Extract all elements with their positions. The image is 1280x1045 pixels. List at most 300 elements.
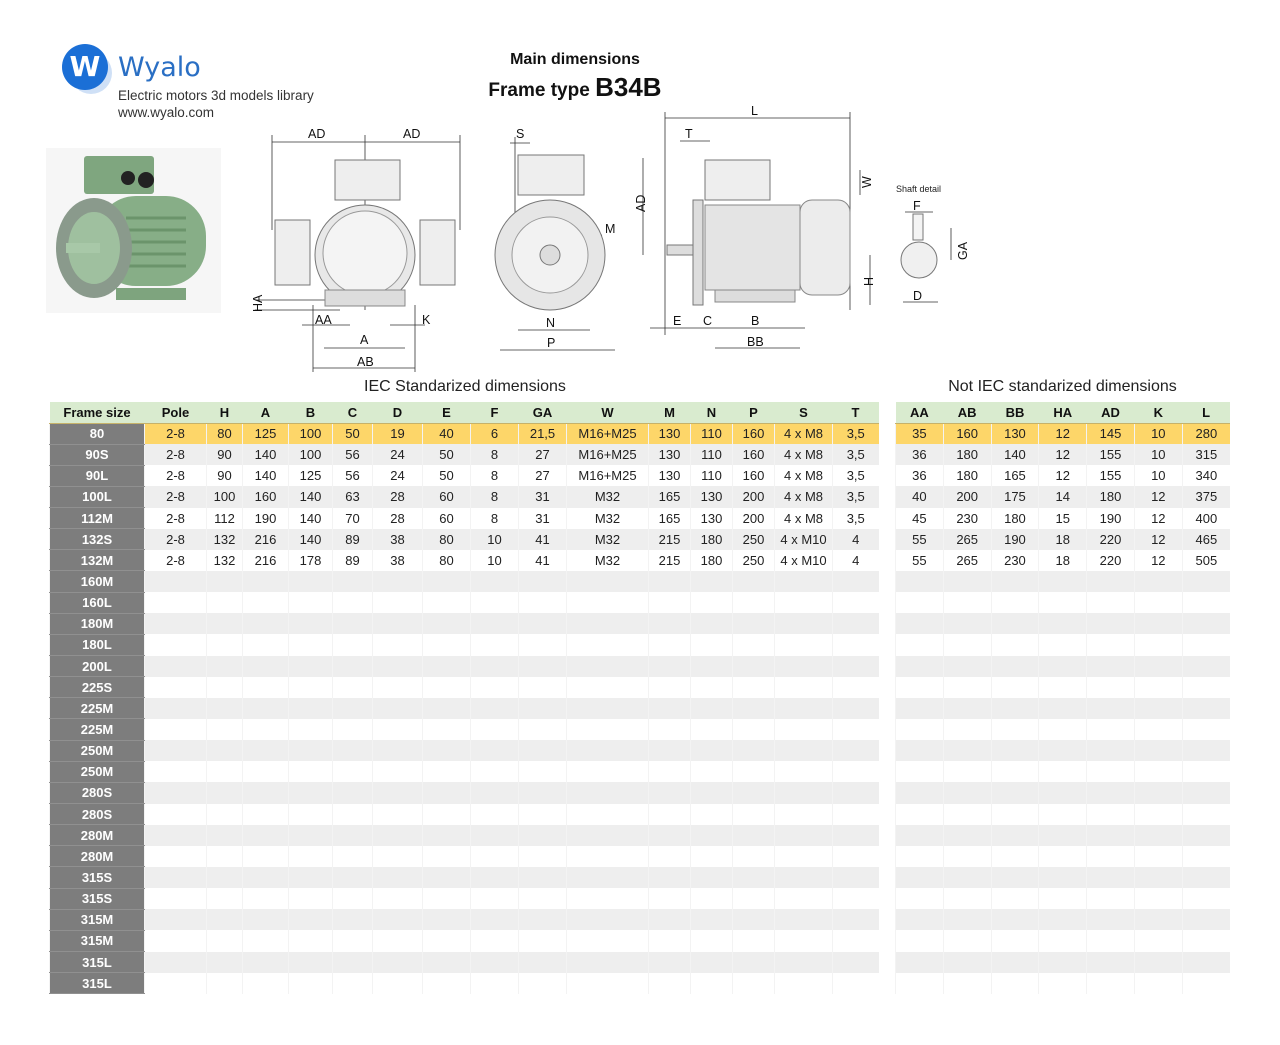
cell-h [207, 782, 243, 803]
cell-f [471, 719, 519, 740]
cell-t [833, 656, 879, 677]
cell-bb [991, 761, 1039, 782]
cell-d [373, 571, 423, 592]
cell-ab [943, 888, 991, 909]
cell-bb [991, 930, 1039, 951]
cell-pole [145, 952, 207, 973]
cell-h: 90 [207, 444, 243, 465]
cell-h [207, 656, 243, 677]
cell-f [471, 825, 519, 846]
cell-k [1134, 888, 1182, 909]
cell-l [1182, 634, 1230, 655]
cell-l: 280 [1182, 423, 1230, 444]
cell-m [649, 740, 691, 761]
cell-e [423, 740, 471, 761]
cell-c [333, 846, 373, 867]
cell-m [649, 592, 691, 613]
frame-size-cell: 80 [50, 423, 145, 444]
cell-b [289, 930, 333, 951]
table-row [50, 698, 879, 719]
cell-c: 89 [333, 529, 373, 550]
non-iec-section-title: Not IEC standarized dimensions [948, 378, 1177, 395]
cell-a [243, 804, 289, 825]
cell-f: 8 [471, 486, 519, 507]
shaft-detail-diagram [893, 180, 983, 315]
cell-t [833, 867, 879, 888]
cell-f: 8 [471, 508, 519, 529]
cell-h [207, 634, 243, 655]
cell-ha [1039, 613, 1087, 634]
non-iec-header-row [896, 402, 1231, 423]
cell-bb: 230 [991, 550, 1039, 571]
cell-ad [1087, 930, 1135, 951]
cell-ad [1087, 952, 1135, 973]
cell-d [373, 656, 423, 677]
frame-size-cell: 100L [50, 486, 145, 507]
cell-a [243, 740, 289, 761]
table-row [896, 677, 1231, 698]
table-row [896, 656, 1231, 677]
cell-n [691, 698, 733, 719]
table-row [50, 888, 879, 909]
cell-c [333, 888, 373, 909]
column-header-t: T [833, 402, 879, 423]
cell-f: 6 [471, 423, 519, 444]
frame-size-cell: 280S [50, 782, 145, 803]
cell-ga [519, 613, 567, 634]
cell-pole: 2-8 [145, 508, 207, 529]
cell-aa [896, 592, 944, 613]
cell-ad [1087, 867, 1135, 888]
table-row [50, 529, 879, 550]
cell-p [733, 592, 775, 613]
cell-ab [943, 909, 991, 930]
cell-e [423, 825, 471, 846]
cell-ab: 200 [943, 486, 991, 507]
cell-ga: 31 [519, 486, 567, 507]
cell-pole [145, 782, 207, 803]
cell-m: 130 [649, 465, 691, 486]
cell-ga [519, 930, 567, 951]
svg-text:B: B [751, 314, 760, 328]
cell-n [691, 825, 733, 846]
cell-c [333, 740, 373, 761]
cell-p [733, 677, 775, 698]
svg-text:L: L [751, 104, 758, 118]
cell-aa [896, 909, 944, 930]
cell-ad [1087, 698, 1135, 719]
frame-size-cell: 90S [50, 444, 145, 465]
cell-ga [519, 740, 567, 761]
column-header-pole: Pole [145, 402, 207, 423]
cell-p [733, 867, 775, 888]
cell-f [471, 698, 519, 719]
frame-size-cell: 225S [50, 677, 145, 698]
cell-e: 50 [423, 444, 471, 465]
cell-ad: 180 [1087, 486, 1135, 507]
cell-ha [1039, 909, 1087, 930]
column-header-b: B [289, 402, 333, 423]
cell-h [207, 761, 243, 782]
cell-h: 80 [207, 423, 243, 444]
cell-l [1182, 719, 1230, 740]
cell-b [289, 825, 333, 846]
cell-aa [896, 930, 944, 951]
cell-s [775, 613, 833, 634]
cell-b [289, 909, 333, 930]
cell-m [649, 719, 691, 740]
cell-t [833, 613, 879, 634]
cell-b [289, 973, 333, 994]
cell-d [373, 909, 423, 930]
cell-h [207, 867, 243, 888]
column-header-f: F [471, 402, 519, 423]
cell-c [333, 909, 373, 930]
cell-f: 8 [471, 465, 519, 486]
cell-h [207, 571, 243, 592]
cell-ha [1039, 761, 1087, 782]
cell-ga [519, 719, 567, 740]
table-row [50, 634, 879, 655]
cell-m: 165 [649, 508, 691, 529]
cell-t [833, 973, 879, 994]
brand-url[interactable]: www.wyalo.com [118, 105, 215, 120]
svg-text:BB: BB [747, 335, 764, 349]
cell-k [1134, 634, 1182, 655]
cell-e: 60 [423, 486, 471, 507]
table-row [50, 656, 879, 677]
column-header-aa: AA [896, 402, 944, 423]
cell-k: 12 [1134, 550, 1182, 571]
cell-h [207, 613, 243, 634]
table-row [896, 740, 1231, 761]
cell-ab [943, 973, 991, 994]
cell-ad: 145 [1087, 423, 1135, 444]
column-header-ab: AB [943, 402, 991, 423]
cell-f [471, 804, 519, 825]
cell-ab [943, 761, 991, 782]
table-row [50, 740, 879, 761]
cell-aa [896, 761, 944, 782]
column-header-m: M [649, 402, 691, 423]
cell-a [243, 656, 289, 677]
cell-t [833, 761, 879, 782]
cell-ha: 14 [1039, 486, 1087, 507]
cell-p: 250 [733, 529, 775, 550]
cell-t [833, 909, 879, 930]
table-row [50, 508, 879, 529]
cell-m: 165 [649, 486, 691, 507]
cell-ab [943, 930, 991, 951]
cell-p [733, 698, 775, 719]
cell-t [833, 930, 879, 951]
cell-w [567, 930, 649, 951]
cell-ad [1087, 825, 1135, 846]
iec-section-title: IEC Standarized dimensions [364, 378, 566, 395]
cell-ha [1039, 782, 1087, 803]
cell-w [567, 719, 649, 740]
cell-bb: 190 [991, 529, 1039, 550]
cell-w [567, 973, 649, 994]
cell-bb [991, 719, 1039, 740]
cell-d [373, 952, 423, 973]
cell-ha [1039, 698, 1087, 719]
cell-ha [1039, 888, 1087, 909]
table-row [896, 867, 1231, 888]
cell-h: 132 [207, 529, 243, 550]
cell-k [1134, 867, 1182, 888]
cell-s [775, 888, 833, 909]
cell-ga [519, 846, 567, 867]
svg-text:W: W [860, 176, 874, 188]
cell-h: 132 [207, 550, 243, 571]
cell-b [289, 952, 333, 973]
cell-l [1182, 846, 1230, 867]
cell-h [207, 888, 243, 909]
cell-t [833, 740, 879, 761]
cell-t [833, 698, 879, 719]
cell-l [1182, 930, 1230, 951]
cell-ga [519, 677, 567, 698]
cell-s: 4 x M8 [775, 508, 833, 529]
cell-w [567, 677, 649, 698]
cell-c [333, 825, 373, 846]
cell-a [243, 952, 289, 973]
cell-h: 100 [207, 486, 243, 507]
cell-c: 50 [333, 423, 373, 444]
flange-view-diagram [490, 125, 630, 360]
cell-w [567, 782, 649, 803]
cell-bb [991, 592, 1039, 613]
cell-ha: 12 [1039, 423, 1087, 444]
cell-h: 112 [207, 508, 243, 529]
cell-f [471, 846, 519, 867]
cell-ha [1039, 571, 1087, 592]
frame-size-cell: 250M [50, 740, 145, 761]
cell-pole [145, 613, 207, 634]
cell-w [567, 867, 649, 888]
cell-c: 70 [333, 508, 373, 529]
cell-c [333, 656, 373, 677]
cell-ga [519, 867, 567, 888]
cell-n: 130 [691, 486, 733, 507]
cell-pole [145, 761, 207, 782]
cell-e [423, 804, 471, 825]
cell-ab [943, 782, 991, 803]
cell-w [567, 634, 649, 655]
cell-ab: 180 [943, 444, 991, 465]
cell-m [649, 571, 691, 592]
cell-l: 505 [1182, 550, 1230, 571]
cell-t: 3,5 [833, 423, 879, 444]
cell-t: 3,5 [833, 508, 879, 529]
cell-m [649, 761, 691, 782]
cell-ga [519, 782, 567, 803]
cell-ha [1039, 656, 1087, 677]
cell-d [373, 740, 423, 761]
cell-w: M16+M25 [567, 465, 649, 486]
cell-pole [145, 804, 207, 825]
cell-e [423, 592, 471, 613]
cell-ad: 220 [1087, 529, 1135, 550]
cell-aa [896, 825, 944, 846]
frame-size-cell: 132S [50, 529, 145, 550]
table-row [50, 592, 879, 613]
table-row [896, 465, 1231, 486]
svg-text:AD: AD [634, 194, 648, 212]
cell-ha [1039, 973, 1087, 994]
cell-m [649, 656, 691, 677]
cell-m [649, 909, 691, 930]
cell-c [333, 613, 373, 634]
frame-size-cell: 180L [50, 634, 145, 655]
cell-s [775, 825, 833, 846]
cell-bb: 140 [991, 444, 1039, 465]
cell-w [567, 909, 649, 930]
frame-type-label: Frame type [488, 80, 590, 101]
cell-aa [896, 973, 944, 994]
cell-t: 3,5 [833, 486, 879, 507]
cell-e: 60 [423, 508, 471, 529]
cell-ha: 18 [1039, 550, 1087, 571]
cell-k [1134, 804, 1182, 825]
cell-s: 4 x M8 [775, 465, 833, 486]
cell-h [207, 909, 243, 930]
cell-k: 10 [1134, 444, 1182, 465]
cell-ad: 190 [1087, 508, 1135, 529]
cell-d: 24 [373, 444, 423, 465]
cell-c [333, 719, 373, 740]
svg-text:AB: AB [357, 355, 374, 369]
table-row [896, 529, 1231, 550]
cell-s: 4 x M10 [775, 529, 833, 550]
cell-m: 130 [649, 444, 691, 465]
cell-c [333, 973, 373, 994]
cell-l [1182, 613, 1230, 634]
column-header-k: K [1134, 402, 1182, 423]
cell-l [1182, 825, 1230, 846]
cell-ad [1087, 677, 1135, 698]
table-row [896, 423, 1231, 444]
cell-ga: 21,5 [519, 423, 567, 444]
cell-ab: 180 [943, 465, 991, 486]
cell-t [833, 592, 879, 613]
cell-c [333, 571, 373, 592]
cell-m [649, 634, 691, 655]
cell-aa [896, 634, 944, 655]
cell-p [733, 719, 775, 740]
cell-d [373, 613, 423, 634]
cell-n [691, 930, 733, 951]
frame-size-cell: 280M [50, 825, 145, 846]
cell-ad [1087, 740, 1135, 761]
svg-text:H: H [862, 276, 876, 286]
column-header-d: D [373, 402, 423, 423]
cell-ad [1087, 761, 1135, 782]
cell-c [333, 867, 373, 888]
cell-pole: 2-8 [145, 486, 207, 507]
cell-m [649, 782, 691, 803]
cell-w: M32 [567, 529, 649, 550]
cell-k [1134, 973, 1182, 994]
page-title: Main dimensions [510, 51, 640, 68]
cell-h [207, 719, 243, 740]
table-row [50, 719, 879, 740]
cell-p [733, 930, 775, 951]
cell-k [1134, 677, 1182, 698]
cell-e [423, 698, 471, 719]
cell-ha [1039, 740, 1087, 761]
cell-p [733, 613, 775, 634]
cell-ab: 230 [943, 508, 991, 529]
cell-t: 3,5 [833, 465, 879, 486]
cell-f [471, 782, 519, 803]
table-row [896, 508, 1231, 529]
cell-a: 216 [243, 529, 289, 550]
svg-text:HA: HA [251, 294, 265, 312]
cell-w: M32 [567, 550, 649, 571]
cell-b [289, 698, 333, 719]
cell-s [775, 592, 833, 613]
frame-type-heading [450, 72, 700, 103]
table-row [50, 571, 879, 592]
brand-name: Wyalo [118, 52, 201, 83]
cell-m [649, 825, 691, 846]
cell-aa: 45 [896, 508, 944, 529]
cell-ha: 18 [1039, 529, 1087, 550]
cell-a [243, 677, 289, 698]
cell-ab [943, 634, 991, 655]
table-row [50, 930, 879, 951]
cell-f [471, 656, 519, 677]
cell-a: 125 [243, 423, 289, 444]
cell-k [1134, 698, 1182, 719]
cell-k [1134, 909, 1182, 930]
cell-k [1134, 846, 1182, 867]
cell-aa: 35 [896, 423, 944, 444]
cell-pole [145, 592, 207, 613]
cell-b [289, 677, 333, 698]
cell-b: 100 [289, 444, 333, 465]
cell-pole: 2-8 [145, 423, 207, 444]
table-row [50, 952, 879, 973]
cell-e [423, 571, 471, 592]
cell-p [733, 804, 775, 825]
cell-s [775, 909, 833, 930]
cell-s: 4 x M10 [775, 550, 833, 571]
frame-size-cell: 315L [50, 952, 145, 973]
cell-l [1182, 761, 1230, 782]
cell-ab [943, 656, 991, 677]
column-header-ad: AD [1087, 402, 1135, 423]
table-row [50, 444, 879, 465]
cell-p [733, 740, 775, 761]
cell-e [423, 677, 471, 698]
cell-s [775, 782, 833, 803]
cell-ab [943, 592, 991, 613]
table-row [50, 825, 879, 846]
cell-d: 19 [373, 423, 423, 444]
cell-ab [943, 846, 991, 867]
cell-s [775, 740, 833, 761]
cell-b: 140 [289, 508, 333, 529]
cell-l: 465 [1182, 529, 1230, 550]
cell-b [289, 571, 333, 592]
cell-f [471, 867, 519, 888]
frame-size-cell: 315S [50, 867, 145, 888]
cell-l [1182, 867, 1230, 888]
cell-ha [1039, 634, 1087, 655]
